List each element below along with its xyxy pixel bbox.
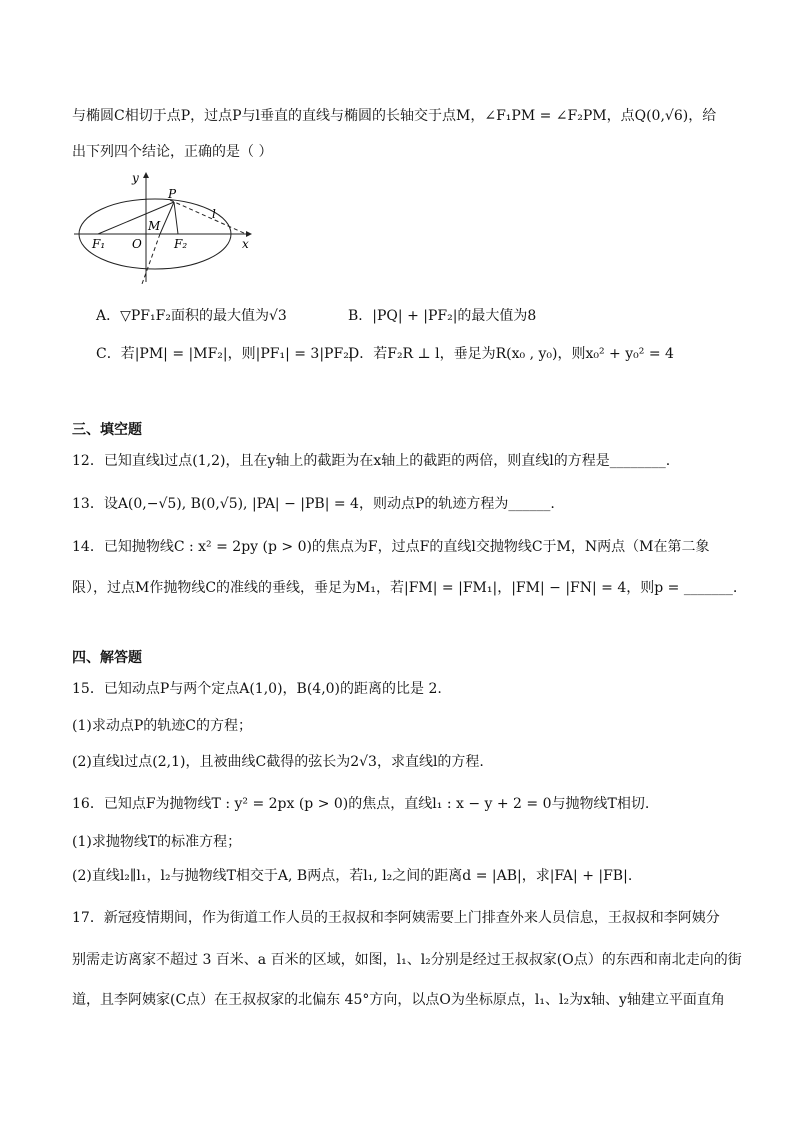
option-d: D．若F₂R ⊥ l，垂足为R(x₀ , y₀)，则x₀² + y₀² = 4 (348, 346, 674, 362)
question-17-line-3: 道，且李阿姨家(C点）在王叔叔家的北偏东 45°方向，以点O为坐标原点，l₁、l₂为x轴、y轴建立平面直角 (72, 992, 725, 1008)
label-l: l (212, 207, 216, 221)
option-c: C．若|PM| = |MF₂|，则|PF₁| = 3|PF₂| (96, 346, 354, 362)
question-16-part-2: (2)直线l₂∥l₁，l₂与抛物线T相交于A, B两点，若l₁, l₂之间的距离d = |AB|，求|FA| + |FB|. (72, 868, 633, 884)
question-15-part-2: (2)直线l过点(2,1)，且被曲线C截得的弦长为2√3，求直线l的方程. (72, 754, 484, 770)
section-4-title: 四、解答题 (72, 650, 142, 666)
question-13: 13．设A(0,−√5), B(0,√5), |PA| − |PB| = 4，则动点P的轨迹方程为______. (72, 496, 555, 512)
intro-line-1: 与椭圆C相切于点P，过点P与l垂直的直线与椭圆的长轴交于点M，∠F₁PM = ∠F₂PM，点Q(0,√6)，给 (72, 108, 717, 124)
question-16-part-1: (1)求抛物线T的标准方程； (72, 834, 242, 850)
question-17-line-2: 别需走访离家不超过 3 百米、a 百米的区域，如图，l₁、l₂分别是经过王叔叔家(O点）的东西和南北走向的街 (72, 952, 742, 968)
tangent-line-l (170, 200, 246, 234)
question-12: 12．已知直线l过点(1,2)，且在y轴上的截距为在x轴上的截距的两倍，则直线l的方程是________. (72, 453, 671, 469)
question-15: 15．已知动点P与两个定点A(1,0)，B(4,0)的距离的比是 2. (72, 681, 442, 697)
question-14-line-2: 限），过点M作抛物线C的准线的垂线，垂足为M₁，若|FM| = |FM₁|，|FM| − |FN| = 4，则p = _______. (72, 580, 738, 596)
label-m: M (148, 219, 161, 233)
section-3-title: 三、填空题 (72, 422, 142, 438)
segment-p-f2 (174, 202, 178, 234)
question-14-line-1: 14．已知抛物线C : x² = 2py (p > 0)的焦点为F，过点F的直线l交抛物线C于M，N两点（M在第二象 (72, 539, 710, 555)
label-f2: F₂ (174, 237, 188, 251)
normal-extension (142, 234, 160, 284)
option-b: B．|PQ| + |PF₂|的最大值为8 (348, 308, 537, 324)
option-a: A．▽PF₁F₂面积的最大值为√3 (96, 308, 287, 324)
intro-line-2: 出下列四个结论，正确的是（ ） (72, 144, 273, 160)
ellipse-figure (70, 170, 260, 290)
y-axis-arrow (143, 172, 149, 178)
label-o: O (132, 237, 142, 251)
question-17-line-1: 17．新冠疫情期间，作为街道工作人员的王叔叔和李阿姨需要上门排查外来人员信息，王叔叔和李阿姨分 (72, 910, 720, 926)
label-p: P (168, 187, 177, 201)
label-x: x (242, 237, 249, 251)
label-y: y (132, 171, 139, 185)
question-16: 16．已知点F为抛物线T : y² = 2px (p > 0)的焦点，直线l₁ : x − y + 2 = 0与抛物线T相切. (72, 796, 650, 812)
question-15-part-1: (1)求动点P的轨迹C的方程； (72, 718, 252, 734)
label-f1: F₁ (92, 237, 106, 251)
